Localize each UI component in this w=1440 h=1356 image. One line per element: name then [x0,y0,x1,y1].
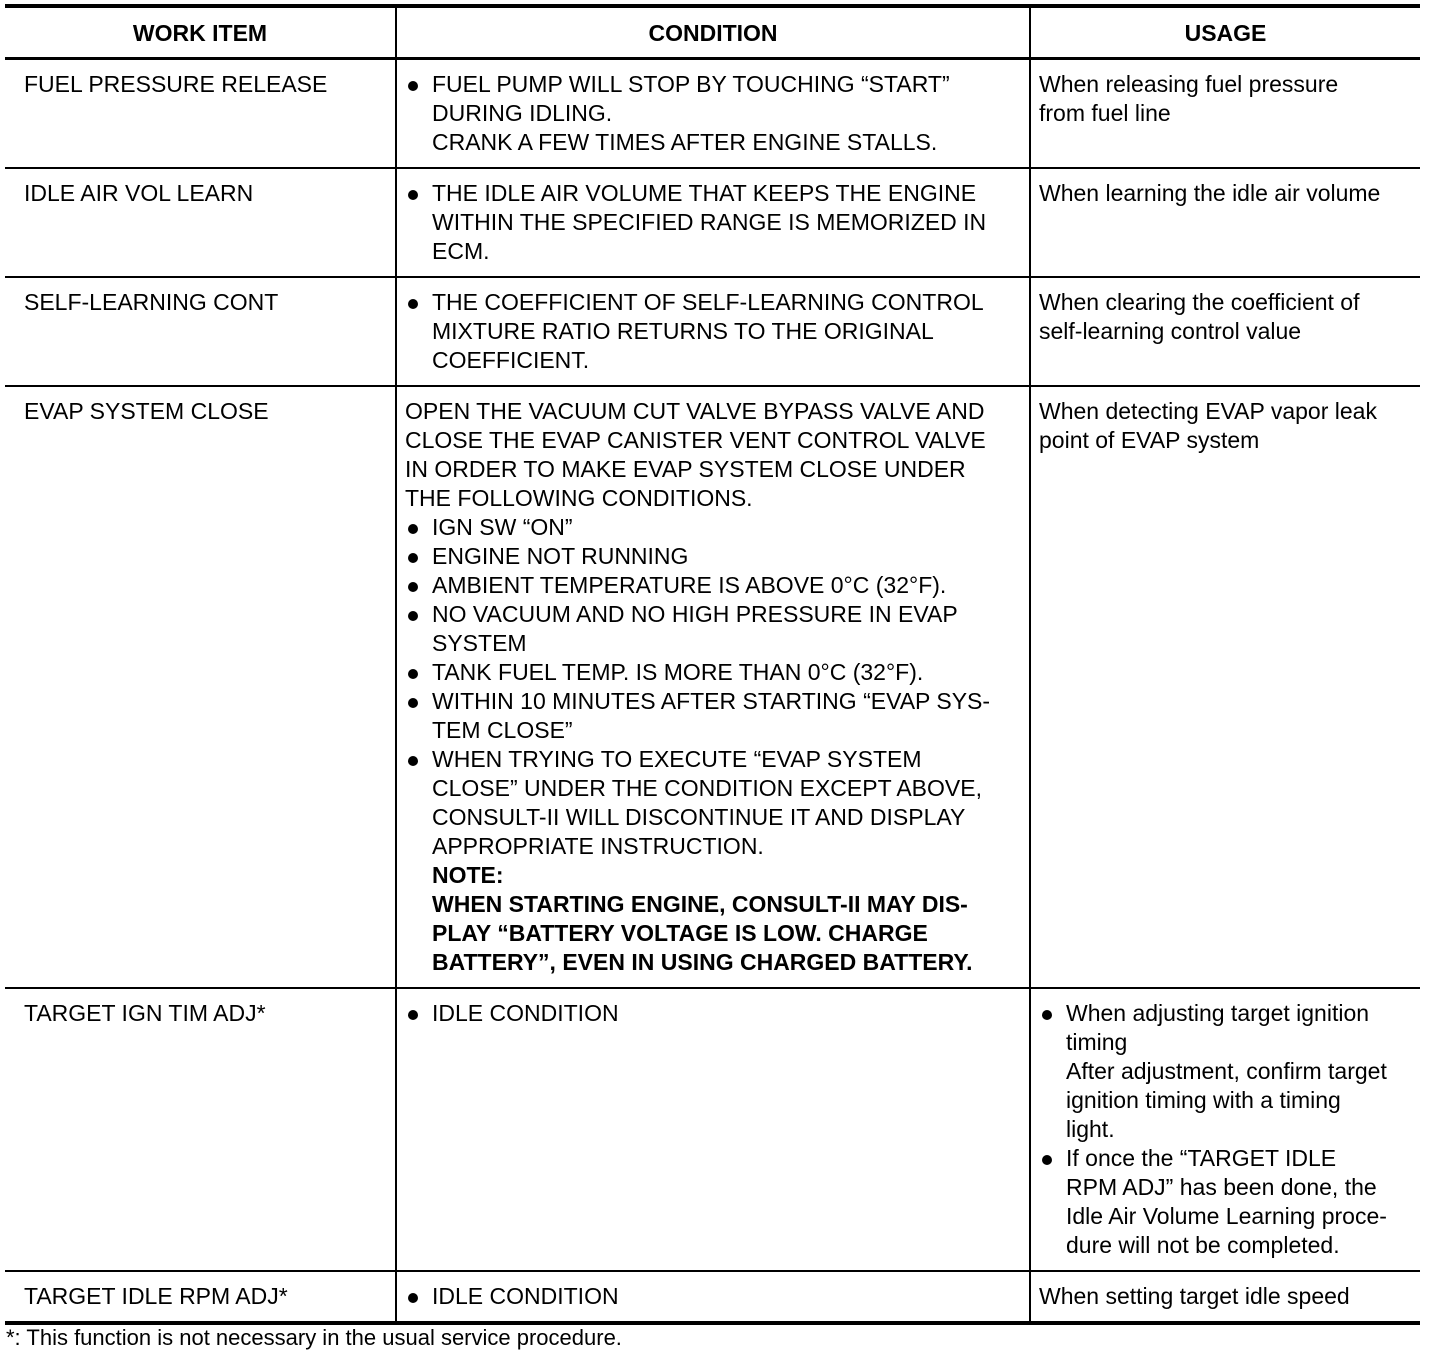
text-line: SYSTEM [432,630,527,656]
usage-cell [1030,277,1420,386]
usage-cell [1030,1271,1420,1323]
text-line: PLAY “BATTERY VOLTAGE IS LOW. CHARGE [432,920,928,946]
usage-cell [1030,59,1420,169]
table-row [5,277,1420,386]
condition-bullet-list [405,70,1021,157]
text-line: DURING IDLING. [432,100,613,126]
header-work-item: WORK ITEM [5,6,396,59]
text-line: CRANK A FEW TIMES AFTER ENGINE STALLS. [432,129,938,155]
usage-cell [1030,988,1420,1271]
text-line: IDLE CONDITION [432,1000,619,1026]
text-line: Idle Air Volume Learning proce- [1066,1203,1387,1229]
work-support-table [5,4,1420,1325]
text-line: THE COEFFICIENT OF SELF-LEARNING CONTROL [432,289,984,315]
text-line: CONSULT-II WILL DISCONTINUE IT AND DISPLAY [432,804,966,830]
text-line: self-learning control value [1039,318,1302,344]
text-line: ENGINE NOT RUNNING [432,543,689,569]
text-line: WHEN STARTING ENGINE, CONSULT-II MAY DIS- [432,891,968,917]
work-item-cell: TARGET IDLE RPM ADJ* [24,1283,288,1309]
condition-bullet [405,1282,1021,1311]
text-line: THE IDLE AIR VOLUME THAT KEEPS THE ENGINE [432,180,977,206]
work-support-table-wrapper [5,4,1420,1325]
table-row [5,59,1420,169]
condition-bullet-list [405,179,1021,266]
table-row [5,988,1420,1271]
condition-bullet [405,600,1021,658]
condition-cell [396,988,1030,1271]
condition-bullet [405,658,1021,687]
table-header-row [5,6,1420,59]
text-line: MIXTURE RATIO RETURNS TO THE ORIGINAL [432,318,934,344]
text-line: FUEL PUMP WILL STOP BY TOUCHING “START” [432,71,950,97]
condition-bullet-list [405,1282,1021,1311]
text-line: When adjusting target ignition [1066,1000,1370,1026]
table-row [5,168,1420,277]
condition-bullet [405,542,1021,571]
header-condition: CONDITION [396,6,1030,59]
text-line: TEM CLOSE” [432,717,573,743]
condition-bullet [405,745,1021,861]
condition-bullet [405,70,1021,157]
condition-bullet [405,513,1021,542]
condition-bullet [405,288,1021,375]
text-line: WHEN TRYING TO EXECUTE “EVAP SYSTEM [432,746,922,772]
text-line: ECM. [432,238,490,264]
table-row [5,386,1420,988]
usage-bullet [1039,1144,1414,1260]
text-line: light. [1066,1116,1115,1142]
condition-cell [396,59,1030,169]
text-line: IDLE CONDITION [432,1283,619,1309]
condition-cell [396,277,1030,386]
text-line: When detecting EVAP vapor leak [1039,398,1377,424]
condition-bullet-list [405,513,1021,861]
text-line: WITHIN THE SPECIFIED RANGE IS MEMORIZED IN [432,209,987,235]
text-line: CLOSE THE EVAP CANISTER VENT CONTROL VALVE [405,427,986,453]
usage-cell [1030,386,1420,988]
condition-bullet-list [405,999,1021,1028]
text-line: from fuel line [1039,100,1171,126]
condition-bullet-list [405,288,1021,375]
text-line: IN ORDER TO MAKE EVAP SYSTEM CLOSE UNDER [405,456,966,482]
condition-cell [396,1271,1030,1323]
condition-intro [405,397,1021,513]
text-line: When releasing fuel pressure [1039,71,1339,97]
condition-bullet [405,687,1021,745]
usage-bullet [1039,999,1414,1144]
condition-bullet [405,571,1021,600]
text-line: timing [1066,1029,1128,1055]
text-line: ignition timing with a timing [1066,1087,1341,1113]
text-line: If once the “TARGET IDLE [1066,1145,1337,1171]
text-line: After adjustment, confirm target [1066,1058,1387,1084]
text-line: COEFFICIENT. [432,347,590,373]
usage-cell [1030,168,1420,277]
text-line: TANK FUEL TEMP. IS MORE THAN 0°C (32°F). [432,659,924,685]
header-usage: USAGE [1030,6,1420,59]
text-line: WITHIN 10 MINUTES AFTER STARTING “EVAP SYS- [432,688,991,714]
work-item-cell: TARGET IGN TIM ADJ* [5,988,396,1271]
table-row [5,1271,1420,1323]
condition-bullet [405,179,1021,266]
note-text [405,890,1021,977]
text-line: AMBIENT TEMPERATURE IS ABOVE 0°C (32°F). [432,572,947,598]
text-line: OPEN THE VACUUM CUT VALVE BYPASS VALVE AND [405,398,985,424]
text-line: When setting target idle speed [1039,1283,1350,1309]
condition-bullet [405,999,1021,1028]
text-line: When learning the idle air volume [1039,180,1381,206]
work-item-cell: EVAP SYSTEM CLOSE [5,386,396,988]
work-item-cell: FUEL PRESSURE RELEASE [5,59,396,169]
text-line: NO VACUUM AND NO HIGH PRESSURE IN EVAP [432,601,958,627]
condition-cell [396,386,1030,988]
text-line: When clearing the coefficient of [1039,289,1360,315]
text-line: APPROPRIATE INSTRUCTION. [432,833,764,859]
text-line: THE FOLLOWING CONDITIONS. [405,485,753,511]
text-line: IGN SW “ON” [432,514,573,540]
usage-bullet-list [1039,999,1414,1260]
note-label: NOTE: [432,862,504,888]
text-line: point of EVAP system [1039,427,1260,453]
text-line: RPM ADJ” has been done, the [1066,1174,1377,1200]
work-item-cell: IDLE AIR VOL LEARN [5,168,396,277]
footnote: *: This function is not necessary in the usual service procedure. [6,1325,622,1350]
text-line: CLOSE” UNDER THE CONDITION EXCEPT ABOVE, [432,775,982,801]
text-line: dure will not be completed. [1066,1232,1340,1258]
work-item-cell: SELF-LEARNING CONT [5,277,396,386]
text-line: BATTERY”, EVEN IN USING CHARGED BATTERY. [432,949,973,975]
condition-cell [396,168,1030,277]
